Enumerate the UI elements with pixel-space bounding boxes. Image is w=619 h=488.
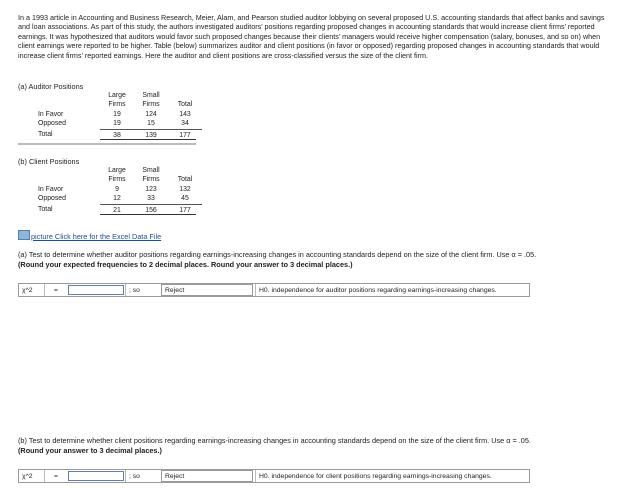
decision-select[interactable]: Reject	[161, 470, 253, 482]
equals-sign: =	[54, 472, 58, 480]
problem-intro: In a 1993 article in Accounting and Business Research, Meier, Alam, and Pearson studied auditor lobbying on several proposed U.S. accounting standards that affect banks and savings and loan associations. As part of this study, the authors investigated auditors’ positions regarding proposed changes in accounting standards that would increase client firms’ reported earnings. It was hypothesized that auditors would favor such proposed changes because their clients’ managers would receive higher compensation (salary, bonuses, and so on) when client earnings were reported to be higher. Table (below) summarizes auditor and client positions (in favor or opposed) regarding proposed changes in accounting standards that would increase client firms’ reported earnings. Here the auditor and client positions are cross-classified versus the size of the client firm.	[18, 13, 605, 60]
cell: 177	[168, 129, 202, 140]
cell: 15	[147, 120, 155, 128]
row-label: Total	[38, 131, 53, 139]
col-header: Firms	[142, 101, 160, 109]
table-row	[18, 110, 202, 119]
table-divider	[18, 143, 196, 145]
cell: 34	[181, 120, 189, 128]
auditor-positions-table	[18, 91, 202, 140]
cell: 132	[179, 185, 191, 193]
cell: 124	[145, 110, 157, 118]
table-row	[18, 119, 202, 129]
chi-square-label: χ^2	[19, 284, 45, 296]
col-header-top	[168, 91, 202, 100]
col-header-top: Small	[142, 167, 160, 174]
cell: 21	[100, 204, 134, 215]
cell: 143	[179, 110, 191, 118]
table-row	[18, 185, 202, 194]
row-label: In Favor	[38, 185, 64, 193]
col-header: Total	[177, 101, 193, 109]
table-bottom-rule	[100, 139, 196, 140]
col-header: Firms	[142, 176, 160, 184]
cell: 19	[113, 110, 121, 118]
equals-sign: =	[54, 286, 58, 294]
cell: 38	[100, 129, 134, 140]
chi-square-input[interactable]	[68, 471, 124, 481]
col-header-top	[168, 166, 202, 175]
chi-square-input-cell	[67, 470, 125, 482]
cell: 123	[145, 185, 157, 193]
question-a-text: (a) Test to determine whether auditor positions regarding earnings-increasing changes in accounting standards depend on the size of the client firm. Use α = .05.	[18, 250, 537, 259]
cell: 33	[147, 195, 155, 203]
col-header-top: Large	[108, 167, 126, 174]
col-header: Total	[177, 176, 193, 184]
decision-select[interactable]: Reject	[161, 284, 253, 296]
question-b	[18, 436, 614, 455]
excel-link-text: picture Click here for the Excel Data File	[31, 232, 162, 241]
question-a-instruction: (Round your expected frequencies to 2 decimal places. Round your answer to 3 decimal places.)	[18, 259, 353, 269]
question-a	[18, 250, 614, 269]
chi-square-input[interactable]	[68, 285, 124, 295]
table-bottom-rule	[100, 214, 196, 215]
cell: 12	[113, 195, 121, 203]
chi-square-label: χ^2	[19, 470, 45, 482]
cell: 177	[168, 204, 202, 215]
so-label: ; so	[125, 470, 159, 482]
table-row	[18, 194, 202, 204]
cell: 19	[113, 120, 121, 128]
col-header: Firms	[108, 101, 126, 109]
client-positions-table	[18, 166, 202, 215]
row-label: Opposed	[38, 195, 66, 203]
row-label: Total	[38, 206, 53, 214]
answer-row-a	[18, 283, 530, 297]
answer-row-b	[18, 469, 530, 483]
h0-statement: H0. independence for auditor positions regarding earnings-increasing changes.	[255, 284, 529, 296]
cell: 156	[134, 204, 168, 215]
col-header-top: Large	[108, 92, 126, 99]
cell: 45	[181, 195, 189, 203]
cell: 9	[115, 185, 119, 193]
cell: 139	[134, 129, 168, 140]
auditor-table-label: (a) Auditor Positions	[18, 82, 84, 91]
chi-square-input-cell	[67, 284, 125, 296]
so-label: ; so	[125, 284, 159, 296]
picture-icon	[18, 230, 30, 240]
question-b-instruction: (Round your answer to 3 decimal places.)	[18, 445, 162, 455]
row-label: In Favor	[38, 110, 64, 118]
col-header: Firms	[108, 176, 126, 184]
col-header-top: Small	[142, 92, 160, 99]
question-b-text: (b) Test to determine whether client positions regarding earnings-increasing changes in accounting standards depend on the size of the client firm. Use α = .05.	[18, 436, 531, 445]
row-label: Opposed	[38, 120, 66, 128]
excel-data-file-link[interactable]	[18, 230, 161, 241]
h0-statement: H0. independence for client positions regarding earnings-increasing changes.	[255, 470, 529, 482]
client-table-label: (b) Client Positions	[18, 157, 80, 166]
